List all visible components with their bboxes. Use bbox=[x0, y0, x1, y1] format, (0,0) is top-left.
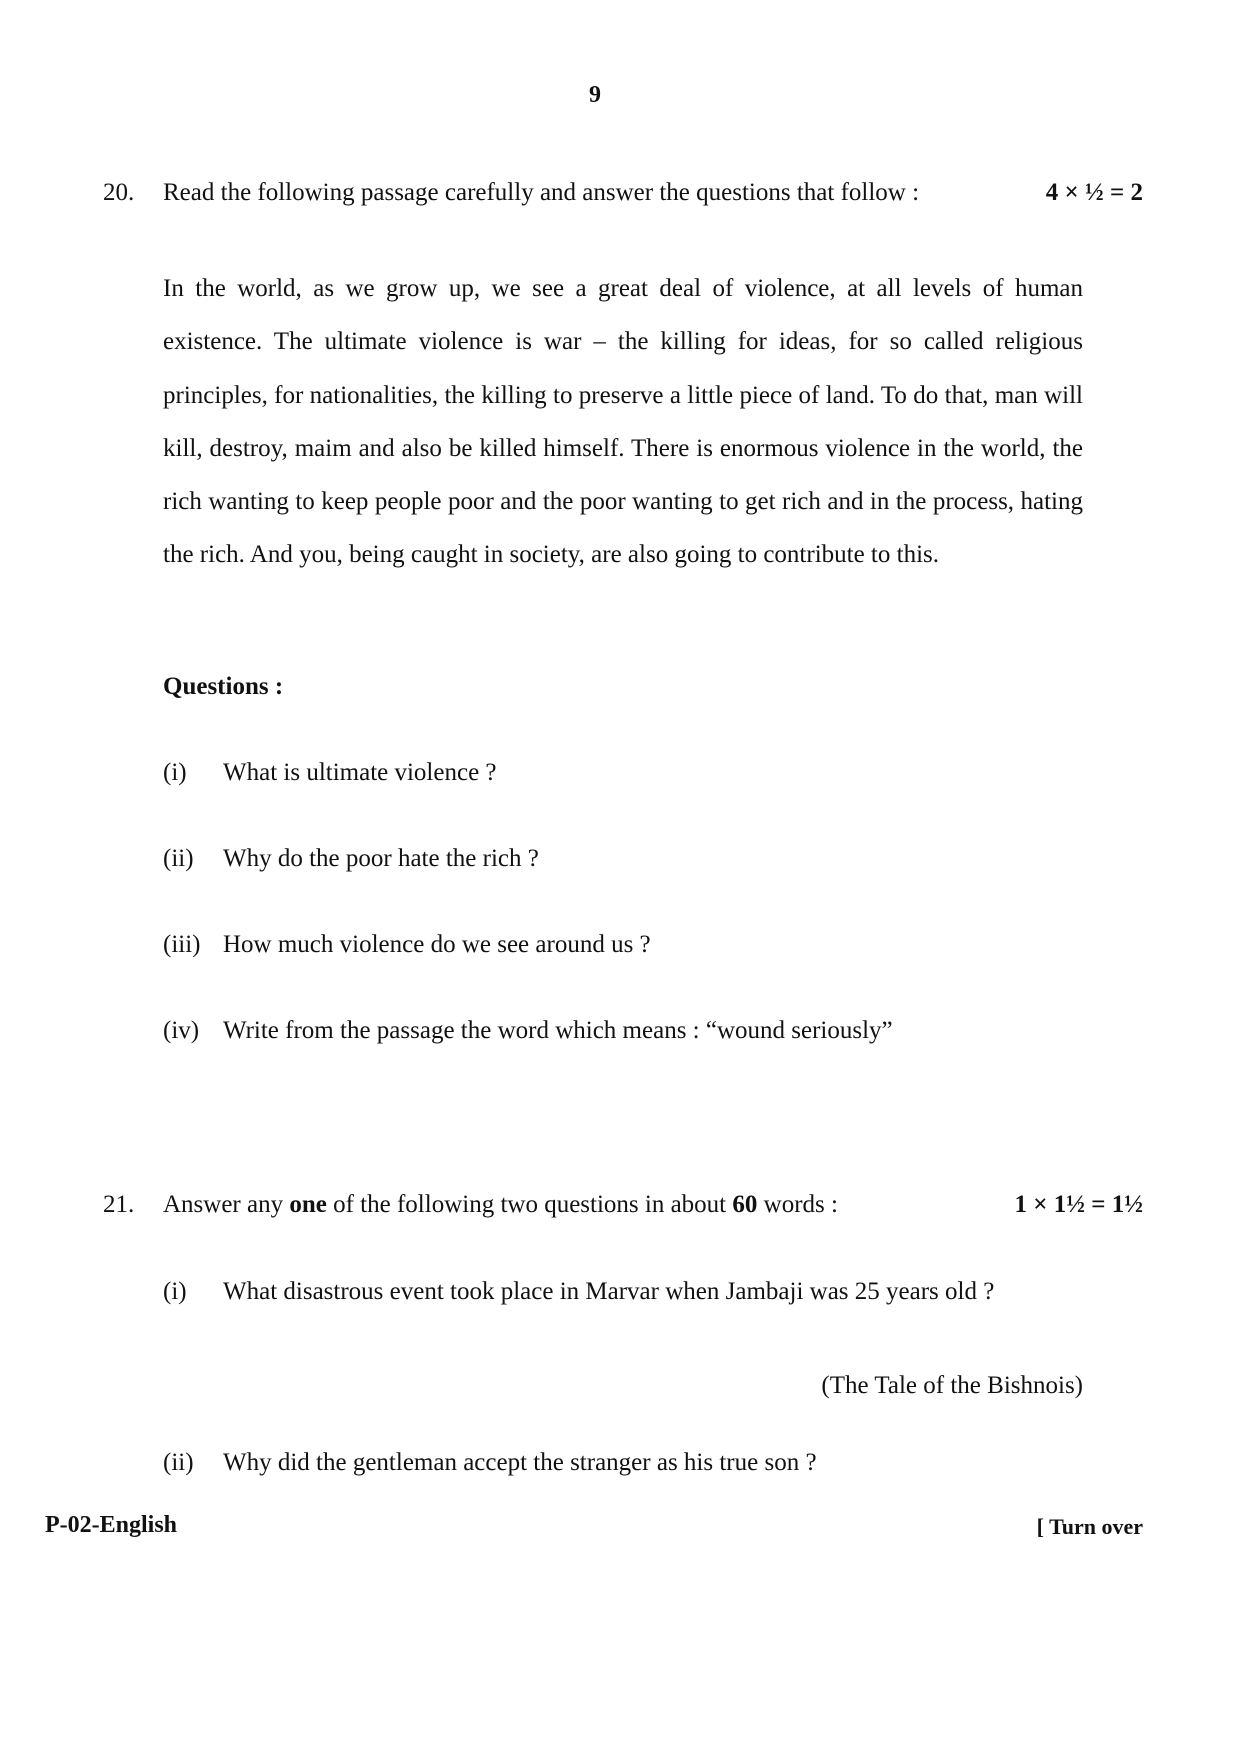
sub-question-number: (iii) bbox=[163, 931, 201, 958]
sub-question-text: How much violence do we see around us ? bbox=[223, 931, 651, 958]
question-21-i-source: (The Tale of the Bishnois) bbox=[821, 1372, 1083, 1399]
instruction-emphasis: 60 bbox=[732, 1191, 758, 1218]
sub-question-text: Write from the passage the word which means : “wound seriously” bbox=[223, 1017, 893, 1044]
sub-question-text: What is ultimate violence ? bbox=[223, 759, 497, 786]
question-21-number: 21. bbox=[103, 1191, 135, 1218]
sub-question-number: (i) bbox=[163, 759, 187, 786]
question-20-number: 20. bbox=[103, 179, 135, 206]
question-21-instruction bbox=[163, 1190, 838, 1220]
question-20-instruction: Read the following passage carefully and answer the questions that follow : bbox=[163, 179, 920, 206]
sub-question-text: Why do the poor hate the rich ? bbox=[223, 845, 539, 872]
question-20-marks: 4 × ½ = 2 bbox=[1045, 179, 1143, 206]
instruction-part: Answer any bbox=[163, 1191, 290, 1218]
questions-heading: Questions : bbox=[163, 673, 284, 700]
reading-passage: In the world, as we grow up, we see a great deal of violence, at all levels of human existence. The ultimate violence is war – the killing for ideas, for so called religious principles, for nationalities, the killing to preserve a little piece of land. To do that, man will kill, destroy, maim and also be killed himself. There is enormous violence in the world, the rich wanting to keep people poor and the poor wanting to get rich and in the process, hating the rich. And you, being caught in society, are also going to contribute to this. bbox=[163, 275, 1083, 569]
turn-over-note: [ Turn over bbox=[1036, 1514, 1143, 1539]
sub-question-number: (ii) bbox=[163, 845, 194, 872]
page-number: 9 bbox=[589, 82, 601, 108]
instruction-emphasis: one bbox=[289, 1191, 327, 1218]
question-21-marks: 1 × 1½ = 1½ bbox=[1014, 1191, 1143, 1218]
sub-question-text: Why did the gentleman accept the stranger as his true son ? bbox=[223, 1449, 817, 1476]
sub-question-text: What disastrous event took place in Marvar when Jambaji was 25 years old ? bbox=[223, 1278, 995, 1305]
instruction-part: of the following two questions in about bbox=[326, 1191, 733, 1218]
paper-code: P-02-English bbox=[45, 1512, 178, 1538]
instruction-part: words : bbox=[757, 1191, 838, 1218]
sub-question-number: (iv) bbox=[163, 1017, 200, 1044]
sub-question-number: (i) bbox=[163, 1278, 187, 1305]
sub-question-number: (ii) bbox=[163, 1449, 194, 1476]
